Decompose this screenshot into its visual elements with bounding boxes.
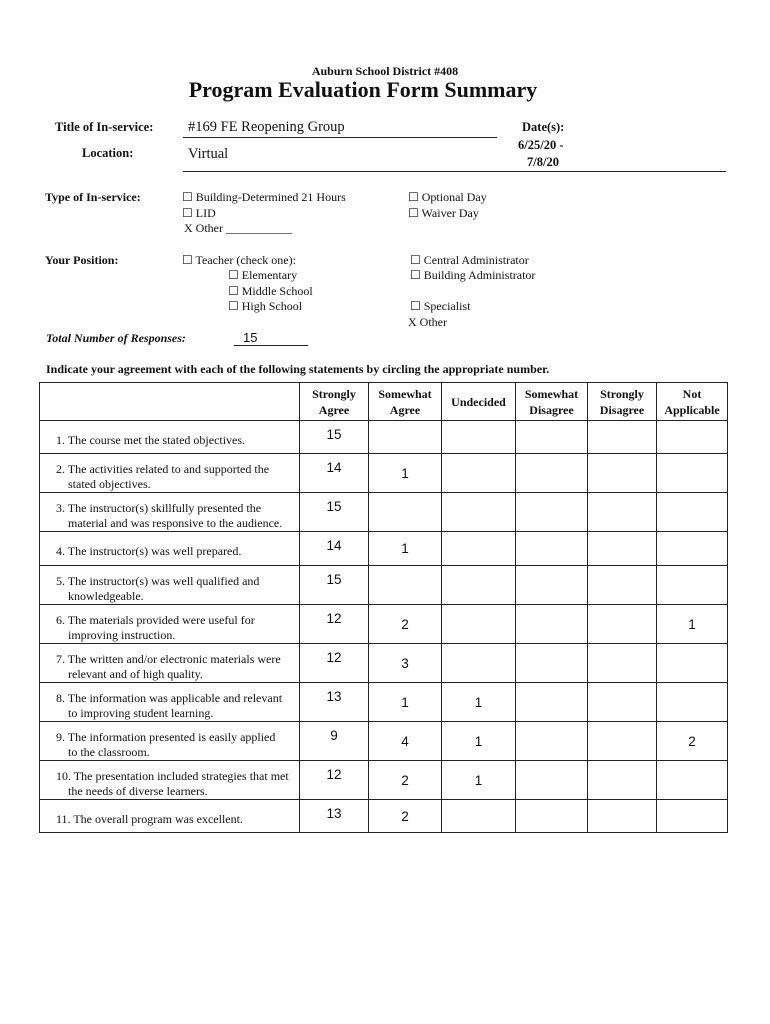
- inservice-option-lid[interactable]: ☐ LID: [182, 206, 216, 220]
- rating-cell[interactable]: [369, 454, 442, 493]
- responses-label: Total Number of Responses:: [46, 331, 186, 345]
- rating-cell[interactable]: [516, 605, 588, 644]
- statement-text: to the classroom.: [68, 745, 150, 759]
- table-row: [40, 493, 728, 532]
- rating-cell[interactable]: [588, 761, 657, 800]
- statement-text: 11. The overall program was excellent.: [56, 812, 243, 826]
- rating-count: 2: [401, 808, 409, 824]
- position-high-school[interactable]: ☐ High School: [228, 299, 303, 313]
- rating-count: 15: [326, 427, 342, 442]
- rating-cell[interactable]: [442, 683, 516, 722]
- rating-count: 1: [474, 694, 483, 710]
- rating-cell[interactable]: [300, 761, 369, 800]
- header-strongly-agree: Strongly Agree: [300, 383, 369, 421]
- table-row: [40, 761, 728, 800]
- page-title: Program Evaluation Form Summary: [188, 77, 538, 102]
- rating-cell[interactable]: [442, 493, 516, 532]
- statement-cell: [40, 644, 300, 683]
- responses-underline: [234, 345, 308, 346]
- rating-cell[interactable]: [369, 761, 442, 800]
- rating-count: 13: [326, 689, 342, 704]
- rating-count: [442, 532, 515, 565]
- rating-count: [442, 454, 515, 492]
- dates-start: 6/25/20 -: [518, 138, 564, 152]
- rating-count: [657, 566, 727, 604]
- rating-cell[interactable]: [657, 644, 728, 683]
- rating-cell[interactable]: [369, 605, 442, 644]
- statement-text: 3. The instructor(s) skillfully presented the: [56, 501, 262, 515]
- rating-cell[interactable]: [516, 421, 588, 454]
- rating-count: [516, 454, 587, 492]
- table-row: [40, 566, 728, 605]
- rating-cell[interactable]: [588, 454, 657, 493]
- rating-cell[interactable]: [369, 644, 442, 683]
- rating-count: [588, 605, 656, 643]
- statement-text: knowledgeable.: [68, 589, 144, 603]
- inservice-type-label: Type of In-service:: [45, 190, 141, 204]
- position-elementary[interactable]: ☐ Elementary: [228, 268, 298, 282]
- rating-cell[interactable]: [442, 421, 516, 454]
- rating-cell[interactable]: [300, 532, 369, 566]
- statement-text: 9. The information presented is easily applied: [56, 730, 276, 744]
- position-specialist[interactable]: ☐ Specialist: [410, 299, 471, 313]
- position-teacher[interactable]: ☐ Teacher (check one):: [182, 253, 296, 267]
- rating-count: [588, 800, 656, 832]
- rating-count: [657, 421, 727, 453]
- rating-count: [657, 454, 727, 492]
- title-label: Title of In-service:: [55, 120, 154, 134]
- title-underline: [183, 137, 497, 138]
- header-undecided: Undecided: [442, 383, 516, 421]
- evaluation-table: [39, 382, 728, 833]
- statement-text: 8. The information was applicable and relevant: [56, 691, 283, 705]
- rating-count: [657, 493, 727, 531]
- rating-cell[interactable]: [300, 421, 369, 454]
- statement-text: stated objectives.: [68, 477, 151, 491]
- rating-count: [588, 454, 656, 492]
- rating-count: 3: [401, 655, 409, 671]
- rating-count: [588, 421, 656, 453]
- rating-cell[interactable]: [369, 493, 442, 532]
- rating-count: 1: [474, 733, 483, 749]
- position-other[interactable]: X Other: [408, 315, 447, 329]
- rating-cell[interactable]: [516, 532, 588, 566]
- rating-cell[interactable]: [588, 644, 657, 683]
- rating-count: [588, 761, 656, 799]
- rating-cell[interactable]: [516, 566, 588, 605]
- rating-cell[interactable]: [442, 605, 516, 644]
- statement-text: 1. The course met the stated objectives.: [56, 433, 246, 447]
- rating-count: [657, 761, 727, 799]
- rating-cell[interactable]: [516, 761, 588, 800]
- instruction-text: Indicate your agreement with each of the following statements by circling the appropriate number.: [46, 362, 550, 376]
- rating-cell[interactable]: [657, 683, 728, 722]
- rating-count: [516, 761, 587, 799]
- statement-cell: [40, 454, 300, 493]
- rating-count: 9: [330, 728, 338, 743]
- rating-cell[interactable]: [369, 566, 442, 605]
- rating-cell[interactable]: [657, 454, 728, 493]
- rating-cell[interactable]: [657, 761, 728, 800]
- position-middle-school[interactable]: ☐ Middle School: [228, 284, 313, 298]
- rating-cell[interactable]: [657, 566, 728, 605]
- rating-count: [516, 722, 587, 760]
- location-underline: [183, 171, 726, 172]
- rating-count: 12: [326, 767, 342, 782]
- rating-count: [516, 566, 587, 604]
- rating-count: 1: [401, 694, 409, 710]
- rating-count: 14: [326, 460, 342, 475]
- statement-header: [40, 383, 300, 421]
- rating-cell[interactable]: [442, 454, 516, 493]
- rating-count: [516, 421, 587, 453]
- statement-cell: [40, 800, 300, 833]
- statement-text: 10. The presentation included strategies that met: [56, 769, 289, 783]
- statement-cell: [40, 683, 300, 722]
- rating-count: 1: [474, 772, 483, 788]
- rating-count: [516, 644, 587, 682]
- rating-cell[interactable]: [442, 644, 516, 683]
- rating-cell[interactable]: [369, 421, 442, 454]
- rating-cell[interactable]: [657, 722, 728, 761]
- statement-cell: [40, 761, 300, 800]
- rating-count: [369, 421, 441, 453]
- rating-cell[interactable]: [657, 800, 728, 833]
- statement-text: the needs of diverse learners.: [68, 784, 208, 798]
- rating-count: [588, 683, 656, 721]
- statement-cell: [40, 605, 300, 644]
- rating-cell[interactable]: [300, 605, 369, 644]
- rating-count: [588, 644, 656, 682]
- statement-text: to improving student learning.: [68, 706, 214, 720]
- header-somewhat-disagree: Somewhat Disagree: [516, 383, 588, 421]
- rating-cell[interactable]: [588, 605, 657, 644]
- rating-cell[interactable]: [369, 722, 442, 761]
- inservice-option-other[interactable]: X Other ___________: [184, 221, 292, 235]
- rating-cell[interactable]: [442, 722, 516, 761]
- rating-cell[interactable]: [516, 644, 588, 683]
- rating-count: [588, 722, 656, 760]
- rating-count: [442, 493, 515, 531]
- rating-cell[interactable]: [516, 722, 588, 761]
- rating-cell[interactable]: [442, 800, 516, 833]
- rating-count: [516, 605, 587, 643]
- table-row: [40, 722, 728, 761]
- rating-cell[interactable]: [300, 454, 369, 493]
- table-row: [40, 532, 728, 566]
- statement-cell: [40, 421, 300, 454]
- rating-cell[interactable]: [588, 493, 657, 532]
- rating-cell[interactable]: [300, 800, 369, 833]
- rating-cell[interactable]: [369, 683, 442, 722]
- statement-cell: [40, 532, 300, 566]
- rating-count: [516, 493, 587, 531]
- statement-text: 5. The instructor(s) was well qualified and: [56, 574, 260, 588]
- rating-count: [369, 566, 441, 604]
- rating-cell[interactable]: [516, 800, 588, 833]
- table-row: [40, 800, 728, 833]
- inservice-option-building[interactable]: ☐ Building-Determined 21 Hours: [182, 190, 346, 204]
- rating-cell[interactable]: [588, 566, 657, 605]
- rating-count: 13: [326, 806, 342, 821]
- rating-cell[interactable]: [516, 683, 588, 722]
- statement-text: material and was responsive to the audience.: [68, 516, 283, 530]
- rating-cell[interactable]: [516, 454, 588, 493]
- rating-cell[interactable]: [657, 493, 728, 532]
- position-building-admin[interactable]: ☐ Building Administrator: [410, 268, 536, 282]
- header-not-applicable: Not Applicable: [657, 383, 728, 421]
- rating-count: 2: [688, 733, 696, 749]
- rating-count: [657, 683, 727, 721]
- rating-count: 14: [326, 538, 342, 553]
- statement-cell: [40, 722, 300, 761]
- position-label: Your Position:: [45, 253, 119, 267]
- statement-cell: [40, 566, 300, 605]
- rating-cell[interactable]: [369, 800, 442, 833]
- rating-count: [516, 532, 587, 565]
- district-name: Auburn School District #408: [311, 64, 459, 78]
- rating-count: 12: [326, 611, 342, 626]
- rating-count: 1: [401, 465, 409, 481]
- rating-count: [516, 683, 587, 721]
- rating-cell[interactable]: [588, 532, 657, 566]
- rating-cell[interactable]: [588, 722, 657, 761]
- statement-text: improving instruction.: [68, 628, 176, 642]
- header-somewhat-agree: Somewhat Agree: [369, 383, 442, 421]
- rating-cell[interactable]: [442, 566, 516, 605]
- statement-text: 2. The activities related to and supported the: [56, 462, 270, 476]
- rating-count: [516, 800, 587, 832]
- statement-text: relevant and of high quality.: [68, 667, 203, 681]
- rating-cell[interactable]: [300, 644, 369, 683]
- location-label: Location:: [82, 146, 134, 160]
- rating-count: [588, 532, 656, 565]
- rating-count: 4: [401, 733, 409, 749]
- table-row: [40, 421, 728, 454]
- rating-cell[interactable]: [300, 566, 369, 605]
- rating-count: [657, 800, 727, 832]
- table-header-row: [40, 383, 728, 421]
- rating-cell[interactable]: [516, 493, 588, 532]
- inservice-option-optional-day[interactable]: ☐ Optional Day: [408, 190, 487, 204]
- rating-count: [442, 644, 515, 682]
- rating-count: 12: [326, 650, 342, 665]
- statement-text: 7. The written and/or electronic materials were: [56, 652, 281, 666]
- rating-cell[interactable]: [442, 532, 516, 566]
- rating-count: 2: [401, 616, 409, 632]
- statement-text: 4. The instructor(s) was well prepared.: [56, 544, 242, 558]
- table-row: [40, 605, 728, 644]
- position-central-admin[interactable]: ☐ Central Administrator: [410, 253, 529, 267]
- rating-cell[interactable]: [588, 800, 657, 833]
- inservice-option-waiver-day[interactable]: ☐ Waiver Day: [408, 206, 479, 220]
- rating-count: [588, 493, 656, 531]
- statement-text: 6. The materials provided were useful for: [56, 613, 255, 627]
- rating-cell[interactable]: [588, 421, 657, 454]
- rating-count: [442, 800, 515, 832]
- title-value: #169 FE Reopening Group: [188, 119, 345, 135]
- rating-count: [442, 421, 515, 453]
- statement-cell: [40, 493, 300, 532]
- rating-count: [442, 605, 515, 643]
- rating-count: [657, 532, 727, 565]
- location-value: Virtual: [188, 146, 229, 162]
- rating-count: [657, 644, 727, 682]
- table-row: [40, 454, 728, 493]
- rating-count: 15: [326, 572, 342, 587]
- rating-cell[interactable]: [657, 605, 728, 644]
- header-strongly-disagree: Strongly Disagree: [588, 383, 657, 421]
- rating-cell[interactable]: [300, 683, 369, 722]
- rating-cell[interactable]: [657, 532, 728, 566]
- rating-count: 15: [326, 499, 342, 514]
- responses-value: 15: [243, 330, 258, 345]
- rating-count: 1: [688, 616, 696, 632]
- dates-label: Date(s):: [522, 120, 565, 134]
- rating-count: [369, 493, 441, 531]
- rating-count: 2: [401, 772, 409, 788]
- table-row: [40, 683, 728, 722]
- rating-count: 1: [401, 541, 409, 556]
- rating-cell[interactable]: [588, 683, 657, 722]
- dates-end: 7/8/20: [527, 155, 559, 169]
- rating-cell[interactable]: [442, 761, 516, 800]
- rating-cell[interactable]: [300, 493, 369, 532]
- rating-cell[interactable]: [657, 421, 728, 454]
- rating-cell[interactable]: [369, 532, 442, 566]
- table-row: [40, 644, 728, 683]
- rating-count: [442, 566, 515, 604]
- rating-cell[interactable]: [300, 722, 369, 761]
- rating-count: [588, 566, 656, 604]
